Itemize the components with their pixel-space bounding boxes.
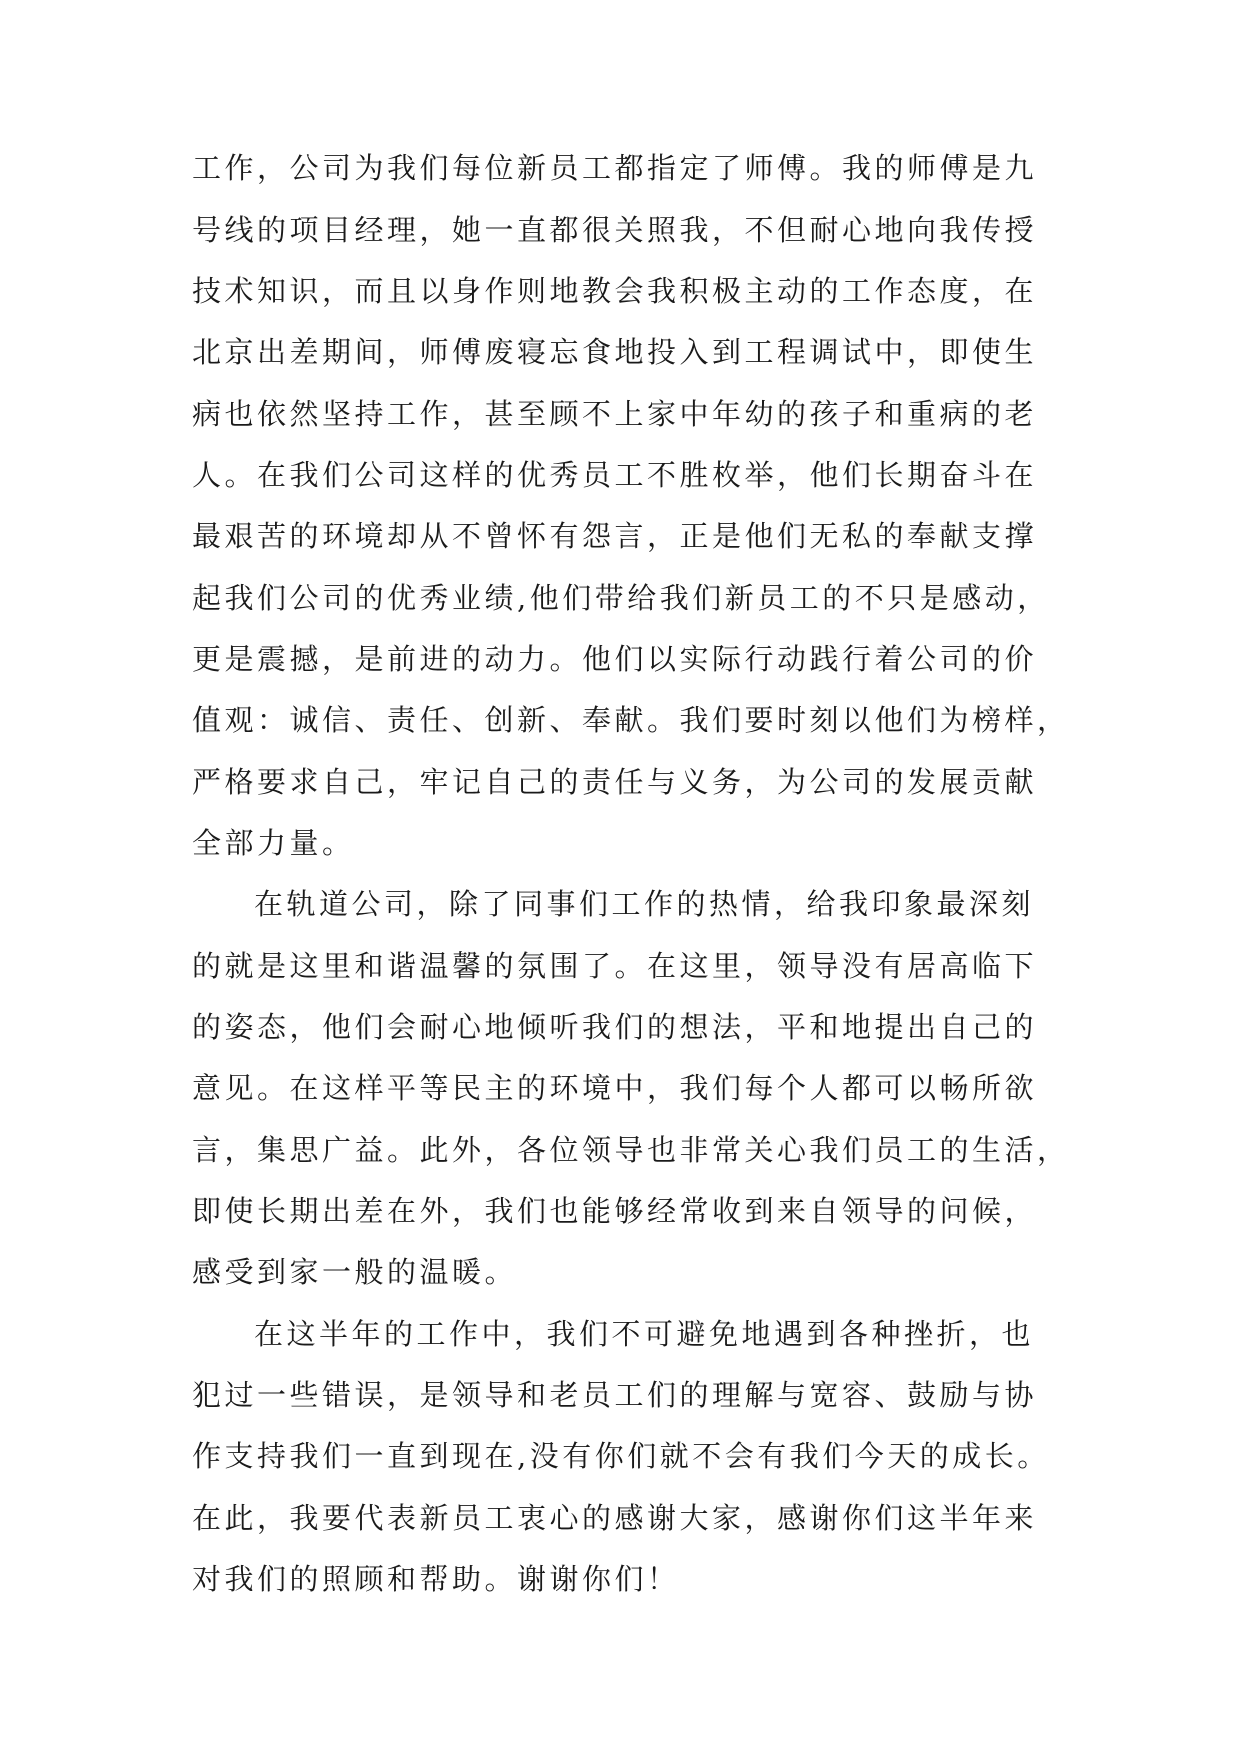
text-line: 技术知识，而且以身作则地教会我积极主动的工作态度，在 [192,274,1038,308]
text-line: 最艰苦的环境却从不曾怀有怨言，正是他们无私的奉献支撑 [192,519,1038,553]
text-line: 北京出差期间，师傅废寝忘食地投入到工程调试中，即使生 [192,335,1038,369]
text-line: 言，集思广益。此外，各位领导也非常关心我们员工的生活， [192,1133,1070,1167]
text-line: 意见。在这样平等民主的环境中，我们每个人都可以畅所欲 [192,1071,1038,1105]
paragraph-first-line: 在这半年的工作中，我们不可避免地遇到各种挫折，也 [254,1317,1035,1351]
text-line: 的姿态，他们会耐心地倾听我们的想法，平和地提出自己的 [192,1010,1038,1044]
text-line: 值观：诚信、责任、创新、奉献。我们要时刻以他们为榜样， [192,703,1070,737]
text-line: 工作，公司为我们每位新员工都指定了师傅。我的师傅是九 [192,151,1038,185]
text-line: 人。在我们公司这样的优秀员工不胜枚举，他们长期奋斗在 [192,458,1038,492]
text-line: 在此，我要代表新员工衷心的感谢大家，感谢你们这半年来 [192,1501,1038,1535]
text-line: 号线的项目经理，她一直都很关照我，不但耐心地向我传授 [192,213,1038,247]
paragraph-first-line: 在轨道公司，除了同事们工作的热情，给我印象最深刻 [254,887,1035,921]
text-line: 全部力量。 [192,826,355,860]
text-line: 感受到家一般的温暖。 [192,1255,518,1289]
text-line: 的就是这里和谐温馨的氛围了。在这里，领导没有居高临下 [192,949,1038,983]
text-line: 对我们的照顾和帮助。谢谢你们！ [192,1562,680,1596]
text-line: 起我们公司的优秀业绩,他们带给我们新员工的不只是感动， [192,581,1050,615]
text-line: 病也依然坚持工作，甚至顾不上家中年幼的孩子和重病的老 [192,397,1038,431]
text-line: 严格要求自己，牢记自己的责任与义务，为公司的发展贡献 [192,765,1038,799]
text-line: 作支持我们一直到现在,没有你们就不会有我们今天的成长。 [192,1439,1050,1473]
text-line: 犯过一些错误，是领导和老员工们的理解与宽容、鼓励与协 [192,1378,1038,1412]
text-line: 即使长期出差在外，我们也能够经常收到来自领导的问候， [192,1194,1038,1228]
text-line: 更是震撼，是前进的动力。他们以实际行动践行着公司的价 [192,642,1038,676]
